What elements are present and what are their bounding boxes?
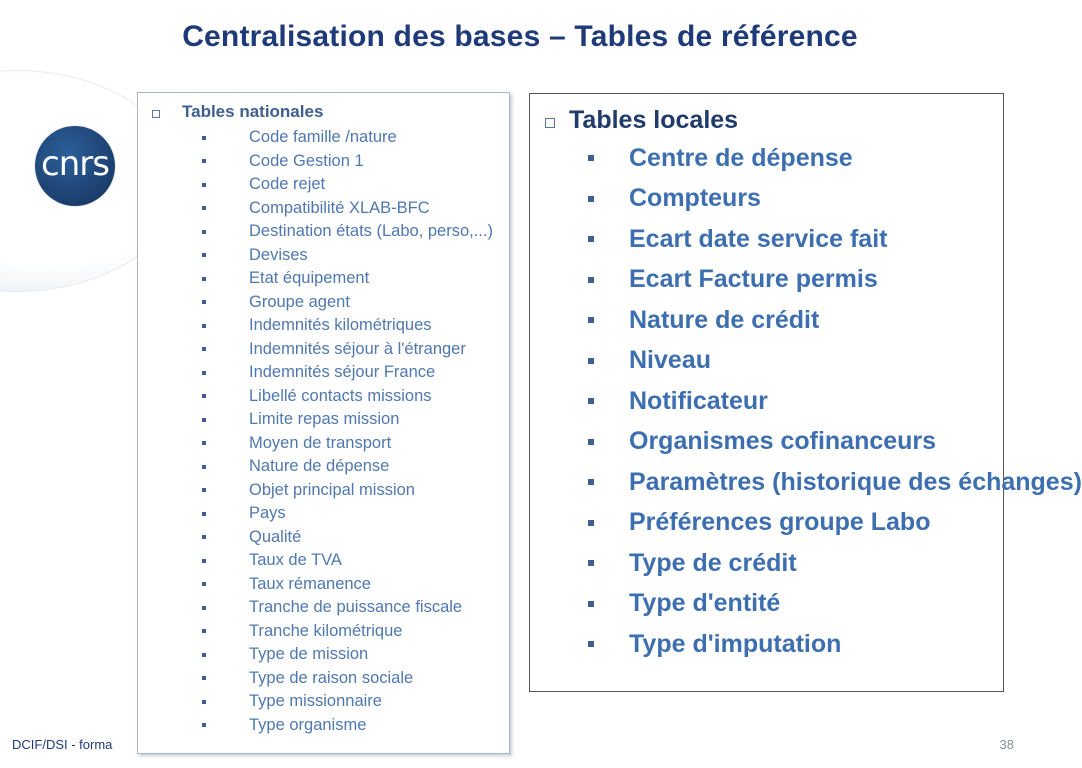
square-bullet-icon [202,582,206,586]
list-item: Destination états (Labo, perso,...) [202,220,493,244]
square-bullet-icon [588,641,594,647]
national-tables-heading-label: Tables nationales [182,102,324,121]
list-item: Type organisme [202,714,493,738]
square-bullet-icon [202,418,206,422]
list-item: Indemnités kilométriques [202,314,493,338]
square-bullet-icon [202,559,206,563]
square-bullet-icon [202,253,206,257]
list-item: Libellé contacts missions [202,385,493,409]
list-item: Code Gestion 1 [202,150,493,174]
square-bullet-icon [588,439,594,445]
list-item: Objet principal mission [202,479,493,503]
list-item: Groupe agent [202,291,493,315]
list-item: Type de mission [202,643,493,667]
list-item: Centre de dépense [588,138,1082,179]
cnrs-logo [35,126,115,206]
square-bullet-icon [202,300,206,304]
square-bullet-icon [202,723,206,727]
list-item: Devises [202,244,493,268]
square-bullet-icon [202,206,206,210]
square-bullet-icon [202,230,206,234]
list-item: Limite repas mission [202,408,493,432]
list-item: Type d'imputation [588,624,1082,665]
local-tables-heading [545,106,738,135]
list-item: Compatibilité XLAB-BFC [202,197,493,221]
list-item: Préférences groupe Labo [588,503,1082,544]
list-item: Nature de dépense [202,455,493,479]
square-bullet-icon [202,183,206,187]
square-bullet-icon [202,606,206,610]
square-bullet-icon [202,653,206,657]
square-bullet-icon [202,676,206,680]
square-bullet-icon [202,512,206,516]
list-item: Compteurs [588,179,1082,220]
list-item: Taux de TVA [202,549,493,573]
square-bullet-icon [588,358,594,364]
square-bullet-icon [588,236,594,242]
national-tables-panel [137,92,510,754]
square-bullet-icon [588,155,594,161]
list-item: Ecart Facture permis [588,260,1082,301]
page-number: 38 [999,737,1014,752]
square-bullet-icon [588,479,594,485]
list-item: Code famille /nature [202,126,493,150]
local-tables-list [588,138,1082,665]
square-bullet-icon [202,324,206,328]
checkbox-bullet-icon [545,118,555,128]
local-tables-heading-label: Tables locales [569,106,739,134]
square-bullet-icon [588,601,594,607]
list-item: Type d'entité [588,584,1082,625]
list-item: Type de crédit [588,543,1082,584]
list-item: Code rejet [202,173,493,197]
square-bullet-icon [202,441,206,445]
square-bullet-icon [588,277,594,283]
square-bullet-icon [588,398,594,404]
list-item: Type missionnaire [202,690,493,714]
list-item: Paramètres (historique des échanges) [588,462,1082,503]
square-bullet-icon [202,465,206,469]
square-bullet-icon [202,535,206,539]
square-bullet-icon [588,560,594,566]
square-bullet-icon [202,277,206,281]
list-item: Ecart date service fait [588,219,1082,260]
square-bullet-icon [588,520,594,526]
square-bullet-icon [202,371,206,375]
list-item: Tranche de puissance fiscale [202,596,493,620]
list-item: Tranche kilométrique [202,620,493,644]
square-bullet-icon [202,394,206,398]
square-bullet-icon [202,347,206,351]
square-bullet-icon [202,700,206,704]
square-bullet-icon [202,488,206,492]
local-tables-panel [529,93,1082,692]
list-item: Etat équipement [202,267,493,291]
footer-text: DCIF/DSI - forma [12,737,113,752]
national-tables-heading [152,102,323,122]
list-item: Qualité [202,526,493,550]
list-item: Nature de crédit [588,300,1082,341]
square-bullet-icon [202,159,206,163]
list-item: Type de raison sociale [202,667,493,691]
square-bullet-icon [588,196,594,202]
list-item: Niveau [588,341,1082,382]
list-item: Organismes cofinanceurs [588,422,1082,463]
list-item: Indemnités séjour France [202,361,493,385]
list-item: Taux rémanence [202,573,493,597]
list-item: Moyen de transport [202,432,493,456]
square-bullet-icon [588,317,594,323]
logo-text: cnrs [41,144,109,184]
list-item: Notificateur [588,381,1082,422]
square-bullet-icon [202,629,206,633]
checkbox-bullet-icon [152,110,160,118]
square-bullet-icon [202,136,206,140]
national-tables-list [202,126,493,737]
list-item: Indemnités séjour à l'étranger [202,338,493,362]
list-item: Pays [202,502,493,526]
slide-title: Centralisation des bases – Tables de référence [182,20,858,53]
